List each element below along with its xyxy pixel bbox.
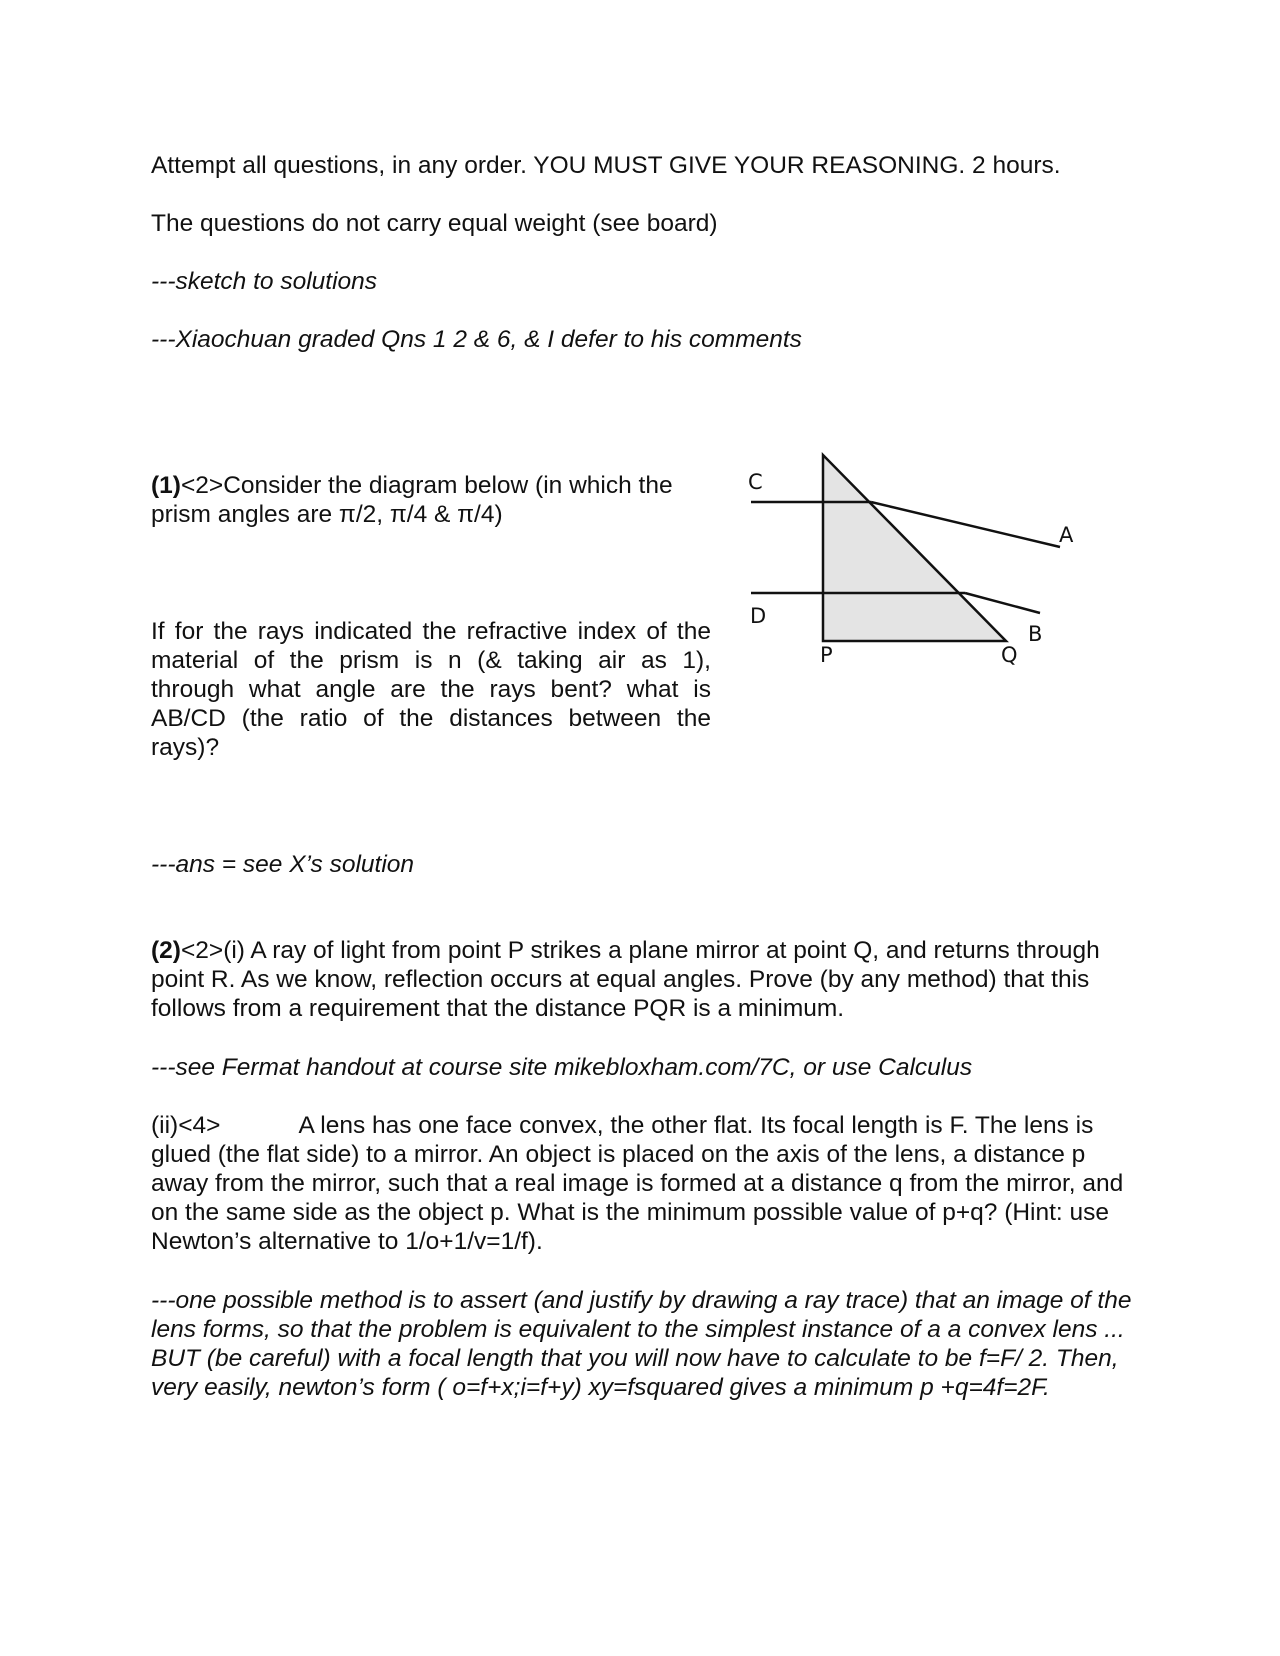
question-2-part-i-text: <2>(i) A ray of light from point P strikes a plane mirror at point Q, and returns through point R. As we know, reflection occurs at equal angles. Prove (by any method) that this follows from a requirement that the distance PQR is a minimum. [151, 937, 1100, 1022]
label-b: B [1028, 622, 1043, 646]
label-q: Q [1001, 643, 1018, 667]
question-1-number: (1) [151, 472, 181, 499]
label-a: A [1059, 523, 1074, 547]
question-1-line: through what angle are the rays bent? what is [151, 676, 711, 703]
label-p: P [820, 643, 833, 667]
question-2-part-ii-text: A lens has one face convex, the other flat. Its focal length is F. The lens is glued (the flat side) to a mirror. An object is placed on the axis of the lens, a distance p away from the mirror, such that a real image is formed at a distance q from the mirror, and on the same side as the object p. What is the minimum possible value of p+q? (Hint: use Newton’s alternative to 1/o+1/v=1/f). [151, 1112, 1124, 1255]
weight-note: The questions do not carry equal weight (see board) [151, 210, 718, 237]
label-c: C [748, 470, 763, 494]
question-2-part-ii-label: (ii)<4> [151, 1112, 221, 1139]
question-2-part-ii [151, 1111, 1141, 1256]
label-d: D [750, 604, 767, 628]
question-1-intro-line2: prism angles are π/2, π/4 & π/4) [151, 501, 503, 528]
question-1-line: rays)? [151, 734, 220, 761]
question-1-line: AB/CD (the ratio of the distances between the [151, 705, 711, 732]
question-2-part-i [151, 936, 1141, 1023]
exam-instructions: Attempt all questions, in any order. YOU MUST GIVE YOUR REASONING. 2 hours. [151, 152, 1061, 179]
question-1-line: material of the prism is n (& taking air as 1), [151, 647, 711, 674]
question-1-intro-line1: <2>Consider the diagram below (in which the [180, 472, 673, 499]
question-2-part-ii-solution: ---one possible method is to assert (and justify by drawing a ray trace) that an image of the lens forms, so that the problem is equivalent to the simplest instance of a a convex lens ... BUT (be careful) with a focal length that you will now have to calculate to be f=F/ 2. Then, very easily, newton’s form ( o=f+x;i=f+y) xy=fsquared gives a minimum p +q=4f=2F. [151, 1287, 1132, 1401]
prism-shape [823, 455, 1006, 641]
question-2-part-i-solution: ---see Fermat handout at course site mikebloxham.com/7C, or use Calculus [151, 1054, 973, 1081]
sketch-note: ---sketch to solutions [151, 268, 378, 295]
grader-note: ---Xiaochuan graded Qns 1 2 & 6, & I defer to his comments [151, 326, 802, 353]
question-2-number: (2) [151, 937, 181, 964]
question-1-line: If for the rays indicated the refractive index of the [151, 618, 711, 645]
question-1-answer: ---ans = see X’s solution [151, 851, 415, 878]
